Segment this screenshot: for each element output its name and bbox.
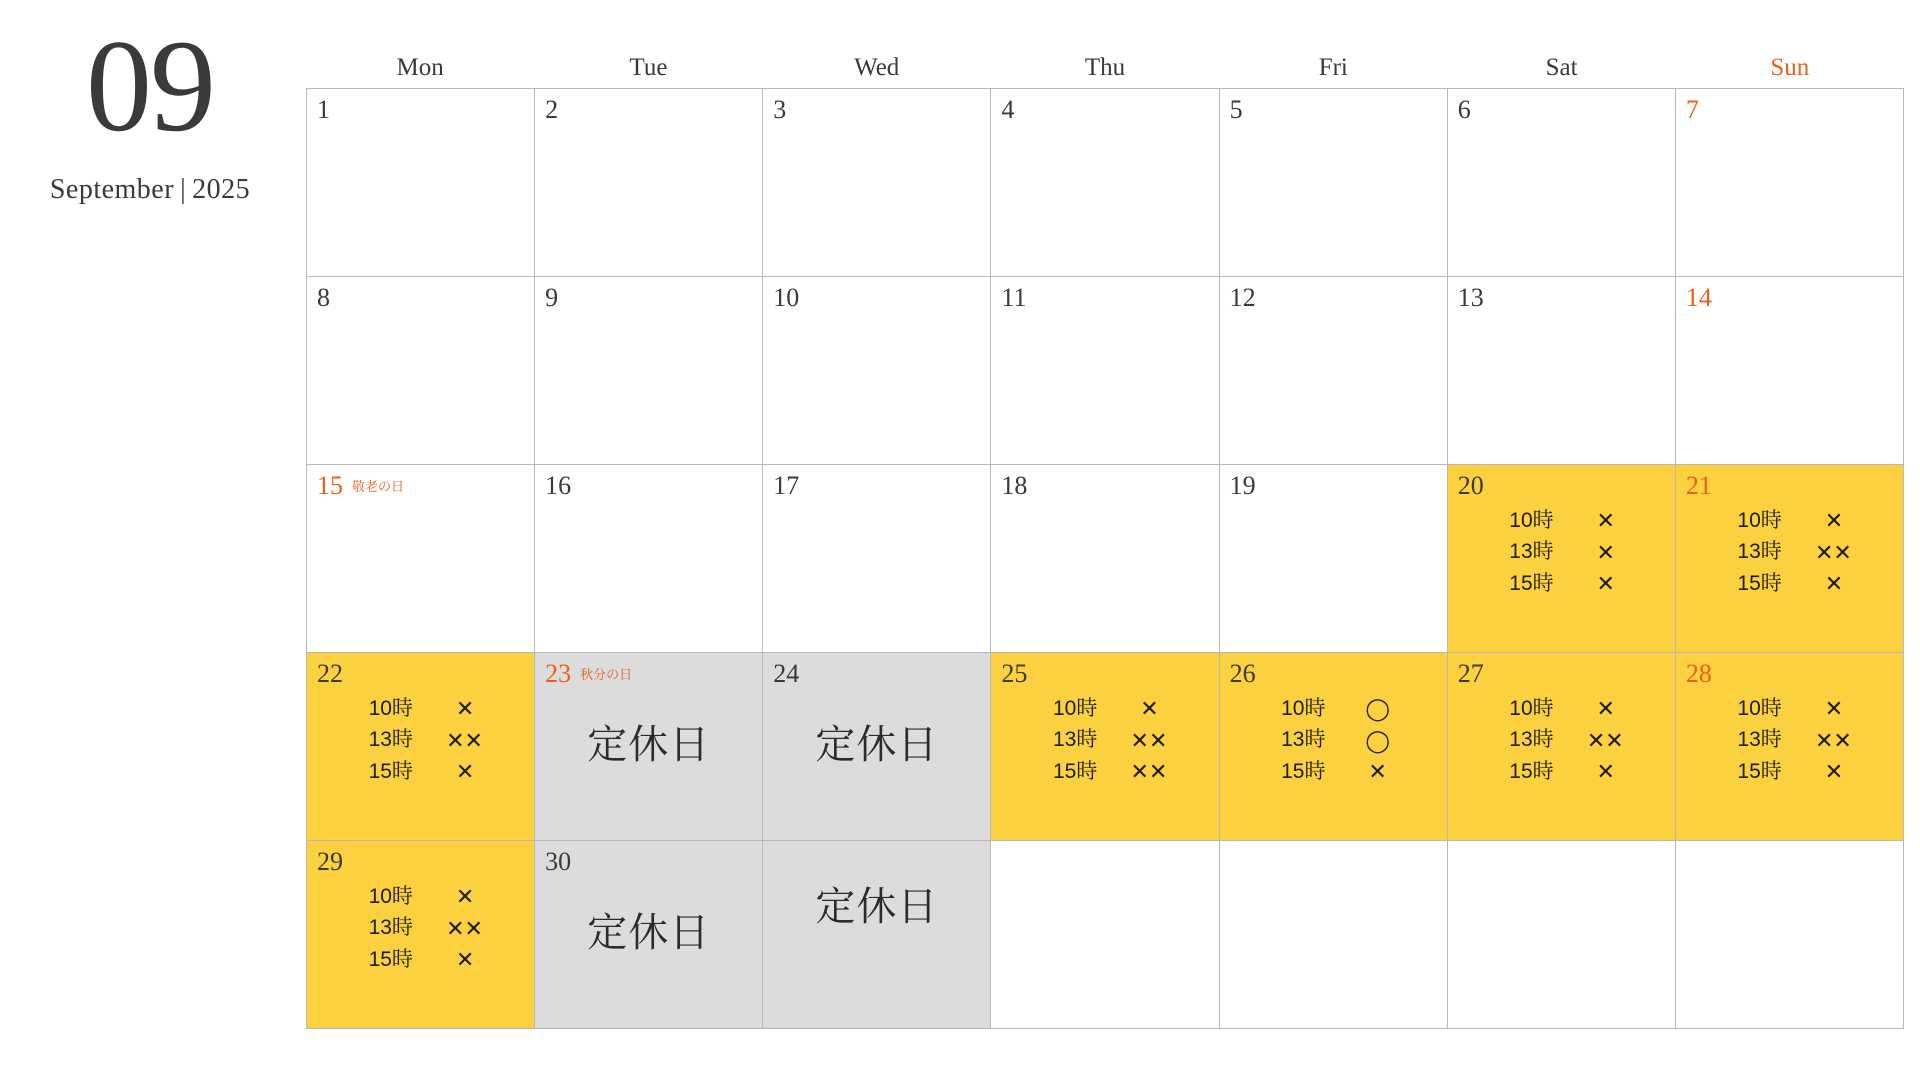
day-header: [545, 97, 752, 123]
day-cell-empty: [1448, 841, 1676, 1029]
slot-unavailable-mark: ✕✕: [1130, 759, 1168, 784]
day-header: [1230, 285, 1437, 311]
slot-row[interactable]: [1483, 695, 1635, 723]
day-header: [773, 661, 980, 687]
slot-row[interactable]: [343, 946, 495, 974]
slot-time: 13時: [1052, 728, 1098, 752]
slot-time: 10時: [368, 884, 413, 908]
slot-time: 10時: [1509, 508, 1554, 532]
day-header: [545, 661, 752, 687]
day-number: 30: [545, 847, 572, 876]
day-cell[interactable]: [1676, 277, 1904, 465]
day-cell[interactable]: [1448, 277, 1676, 465]
slot-unavailable-mark: ✕: [455, 884, 474, 909]
slot-time: 15時: [1737, 571, 1782, 595]
slot-row[interactable]: [1711, 539, 1863, 567]
slot-list: [317, 695, 524, 786]
slot-row[interactable]: [1711, 507, 1863, 535]
weekday-header-sat: Sat: [1545, 54, 1578, 81]
day-cell[interactable]: [535, 465, 763, 653]
slot-row[interactable]: [343, 883, 495, 911]
slot-unavailable-mark: ✕: [1596, 759, 1614, 784]
slot-time: 15時: [1737, 759, 1782, 783]
slot-list: [1001, 695, 1208, 786]
slot-time: 15時: [1509, 571, 1554, 595]
day-cell[interactable]: [763, 89, 991, 277]
slot-time: 10時: [1052, 696, 1098, 720]
day-header: [1686, 285, 1893, 311]
slot-row[interactable]: [1027, 695, 1179, 723]
day-cell[interactable]: [1220, 653, 1448, 841]
title-separator: |: [180, 174, 187, 205]
day-number: 18: [1001, 471, 1028, 500]
day-number: 24: [773, 659, 800, 688]
day-header: [317, 473, 524, 499]
day-header: [1001, 285, 1208, 311]
day-cell[interactable]: [535, 277, 763, 465]
day-header: [773, 473, 980, 499]
slot-row[interactable]: [343, 758, 495, 786]
day-number: 20: [1457, 471, 1484, 500]
day-cell[interactable]: [1220, 89, 1448, 277]
weekday-header-row: [306, 48, 1904, 88]
day-number: 2: [545, 95, 559, 124]
day-number: 4: [1001, 95, 1015, 124]
slot-row[interactable]: [1483, 539, 1635, 567]
slot-row[interactable]: [1711, 695, 1863, 723]
day-cell-empty: [1220, 841, 1448, 1029]
slot-time: 13時: [1737, 728, 1782, 752]
slot-row[interactable]: [1483, 570, 1635, 598]
slot-list: [1230, 695, 1437, 786]
day-number: 25: [1001, 659, 1028, 688]
day-cell[interactable]: [991, 89, 1219, 277]
day-cell[interactable]: [307, 465, 535, 653]
slot-time: 13時: [1737, 540, 1782, 564]
day-number: 21: [1685, 471, 1712, 500]
calendar-grid-wrapper: [306, 48, 1904, 1029]
day-number: 16: [545, 471, 572, 500]
day-cell[interactable]: [1676, 653, 1904, 841]
day-number: 3: [773, 95, 787, 124]
month-name-text: September: [49, 174, 175, 205]
day-header: [1230, 661, 1437, 687]
slot-unavailable-mark: ✕✕: [1814, 727, 1852, 753]
day-cell-empty: [1676, 841, 1904, 1029]
day-header: [317, 661, 524, 687]
day-cell[interactable]: [307, 277, 535, 465]
slot-unavailable-mark: ✕✕: [1814, 539, 1852, 565]
slot-row[interactable]: [1483, 758, 1635, 786]
slot-row[interactable]: [1255, 695, 1407, 723]
day-cell[interactable]: [307, 653, 535, 841]
weekday-header-wed: Wed: [854, 54, 900, 81]
closed-day-label: 定休日: [587, 723, 711, 767]
day-cell[interactable]: [763, 465, 991, 653]
slot-unavailable-mark: ✕: [1596, 508, 1614, 533]
slot-available-mark: ◯: [1365, 727, 1389, 753]
closed-day-label: 定休日: [815, 723, 939, 767]
slot-row[interactable]: [1711, 758, 1863, 786]
slot-unavailable-mark: ✕: [455, 947, 474, 972]
slot-time: 10時: [1737, 508, 1782, 532]
weekday-header-sun: Sun: [1770, 54, 1810, 81]
slot-row[interactable]: [343, 727, 495, 755]
day-number: 19: [1229, 471, 1256, 500]
holiday-label: 敬老の日: [352, 479, 405, 494]
slot-row[interactable]: [1711, 727, 1863, 755]
slot-unavailable-mark: ✕: [1824, 571, 1843, 596]
day-header: [1458, 97, 1665, 123]
day-cell[interactable]: [991, 465, 1219, 653]
day-header: [545, 849, 752, 875]
slot-list: [1686, 695, 1893, 786]
day-header: [545, 285, 752, 311]
slot-time: 13時: [368, 916, 413, 940]
slot-unavailable-mark: ✕: [455, 759, 474, 784]
day-cell[interactable]: [1676, 89, 1904, 277]
day-number: 29: [317, 847, 343, 876]
slot-row[interactable]: [1483, 727, 1635, 755]
slot-row[interactable]: [343, 915, 495, 943]
slot-list: [1686, 507, 1893, 598]
month-name-year: [0, 174, 300, 206]
day-number: 14: [1685, 283, 1712, 312]
day-number: 15: [317, 471, 343, 500]
slot-row[interactable]: [343, 695, 495, 723]
day-cell[interactable]: [535, 653, 763, 841]
slot-row[interactable]: [1255, 758, 1407, 786]
weekday-header-mon: Mon: [396, 54, 444, 81]
slot-unavailable-mark: ✕: [1596, 696, 1614, 721]
day-header: [1458, 661, 1665, 687]
slot-available-mark: ◯: [1365, 696, 1389, 721]
slot-time: 10時: [368, 696, 413, 720]
day-number: 28: [1685, 659, 1712, 688]
day-header: [1230, 97, 1437, 123]
day-cell[interactable]: [1448, 653, 1676, 841]
day-header: [773, 97, 980, 123]
slot-time: 15時: [1509, 759, 1554, 783]
day-number: 10: [773, 283, 800, 312]
slot-time: 13時: [368, 728, 413, 752]
day-cell[interactable]: [535, 841, 763, 1029]
year-text: 2025: [192, 174, 251, 205]
day-header: [773, 285, 980, 311]
month-title-block: [0, 12, 300, 206]
slot-time: 15時: [368, 947, 413, 971]
slot-unavailable-mark: ✕: [1824, 696, 1843, 721]
day-number: 7: [1685, 95, 1699, 124]
day-cell[interactable]: [991, 653, 1219, 841]
closed-day-label: 定休日: [587, 911, 711, 955]
day-number: 23: [545, 659, 572, 688]
day-number: 1: [317, 95, 330, 124]
closed-day-label: 定休日: [815, 885, 939, 929]
day-cell-empty: [991, 841, 1219, 1029]
slot-time: 15時: [368, 759, 413, 783]
slot-unavailable-mark: ✕: [1824, 508, 1843, 533]
slot-unavailable-mark: ✕✕: [446, 915, 483, 941]
day-cell[interactable]: [307, 841, 535, 1029]
day-header: [1686, 473, 1893, 499]
day-cell-empty: [763, 841, 991, 1029]
slot-row[interactable]: [1483, 507, 1635, 535]
slot-unavailable-mark: ✕✕: [1586, 727, 1624, 753]
day-cell[interactable]: [1676, 465, 1904, 653]
weekday-header-fri: Fri: [1318, 54, 1348, 81]
slot-row[interactable]: [1027, 727, 1179, 755]
day-number: 12: [1229, 283, 1256, 312]
day-number: 13: [1457, 283, 1484, 312]
slot-time: 10時: [1737, 696, 1782, 720]
slot-unavailable-mark: ✕: [1596, 571, 1614, 596]
day-cell[interactable]: [307, 89, 535, 277]
slot-unavailable-mark: ✕✕: [1130, 727, 1168, 753]
day-header: [1001, 661, 1208, 687]
day-number: 17: [773, 471, 800, 500]
day-header: [1001, 97, 1208, 123]
day-header: [545, 473, 752, 499]
slot-time: 10時: [1509, 696, 1554, 720]
day-cell[interactable]: [991, 277, 1219, 465]
day-cell[interactable]: [1220, 277, 1448, 465]
day-cell[interactable]: [763, 277, 991, 465]
slot-unavailable-mark: ✕: [1824, 759, 1843, 784]
slot-time: 13時: [1509, 540, 1554, 564]
day-header: [1458, 285, 1665, 311]
day-cell[interactable]: [1448, 89, 1676, 277]
day-cell[interactable]: [1220, 465, 1448, 653]
slot-unavailable-mark: ✕✕: [446, 727, 483, 753]
day-number: 26: [1229, 659, 1256, 688]
slot-unavailable-mark: ✕: [1596, 539, 1614, 565]
weekday-header-tue: Tue: [629, 54, 668, 81]
slot-time: 10時: [1281, 696, 1326, 720]
slot-list: [1458, 695, 1665, 786]
calendar-grid: [306, 88, 1904, 1029]
day-header: [317, 97, 524, 123]
day-number: 22: [317, 659, 343, 688]
slot-time: 15時: [1052, 759, 1098, 783]
day-number: 8: [317, 283, 330, 312]
weekday-header-thu: Thu: [1084, 54, 1126, 81]
day-header: [1230, 473, 1437, 499]
slot-unavailable-mark: ✕: [455, 696, 474, 721]
slot-time: 13時: [1281, 728, 1326, 752]
slot-row[interactable]: [1027, 758, 1179, 786]
month-number: 09: [86, 12, 214, 159]
day-cell[interactable]: [763, 653, 991, 841]
day-number: 11: [1001, 283, 1027, 312]
day-cell[interactable]: [535, 89, 763, 277]
day-header: [1458, 473, 1665, 499]
day-header: [1001, 473, 1208, 499]
slot-row[interactable]: [1255, 727, 1407, 755]
slot-unavailable-mark: ✕: [1140, 696, 1158, 721]
slot-row[interactable]: [1711, 570, 1863, 598]
day-number: 6: [1457, 95, 1471, 124]
slot-unavailable-mark: ✕: [1368, 759, 1386, 784]
day-header: [317, 285, 524, 311]
day-header: [1686, 661, 1893, 687]
day-number: 5: [1229, 95, 1243, 124]
holiday-label: 秋分の日: [580, 667, 633, 682]
slot-list: [317, 883, 524, 974]
day-number: 9: [545, 283, 559, 312]
slot-time: 15時: [1281, 759, 1326, 783]
slot-time: 13時: [1509, 728, 1554, 752]
day-number: 27: [1457, 659, 1484, 688]
slot-list: [1458, 507, 1665, 598]
day-cell[interactable]: [1448, 465, 1676, 653]
day-header: [1686, 97, 1893, 123]
day-header: [317, 849, 524, 875]
